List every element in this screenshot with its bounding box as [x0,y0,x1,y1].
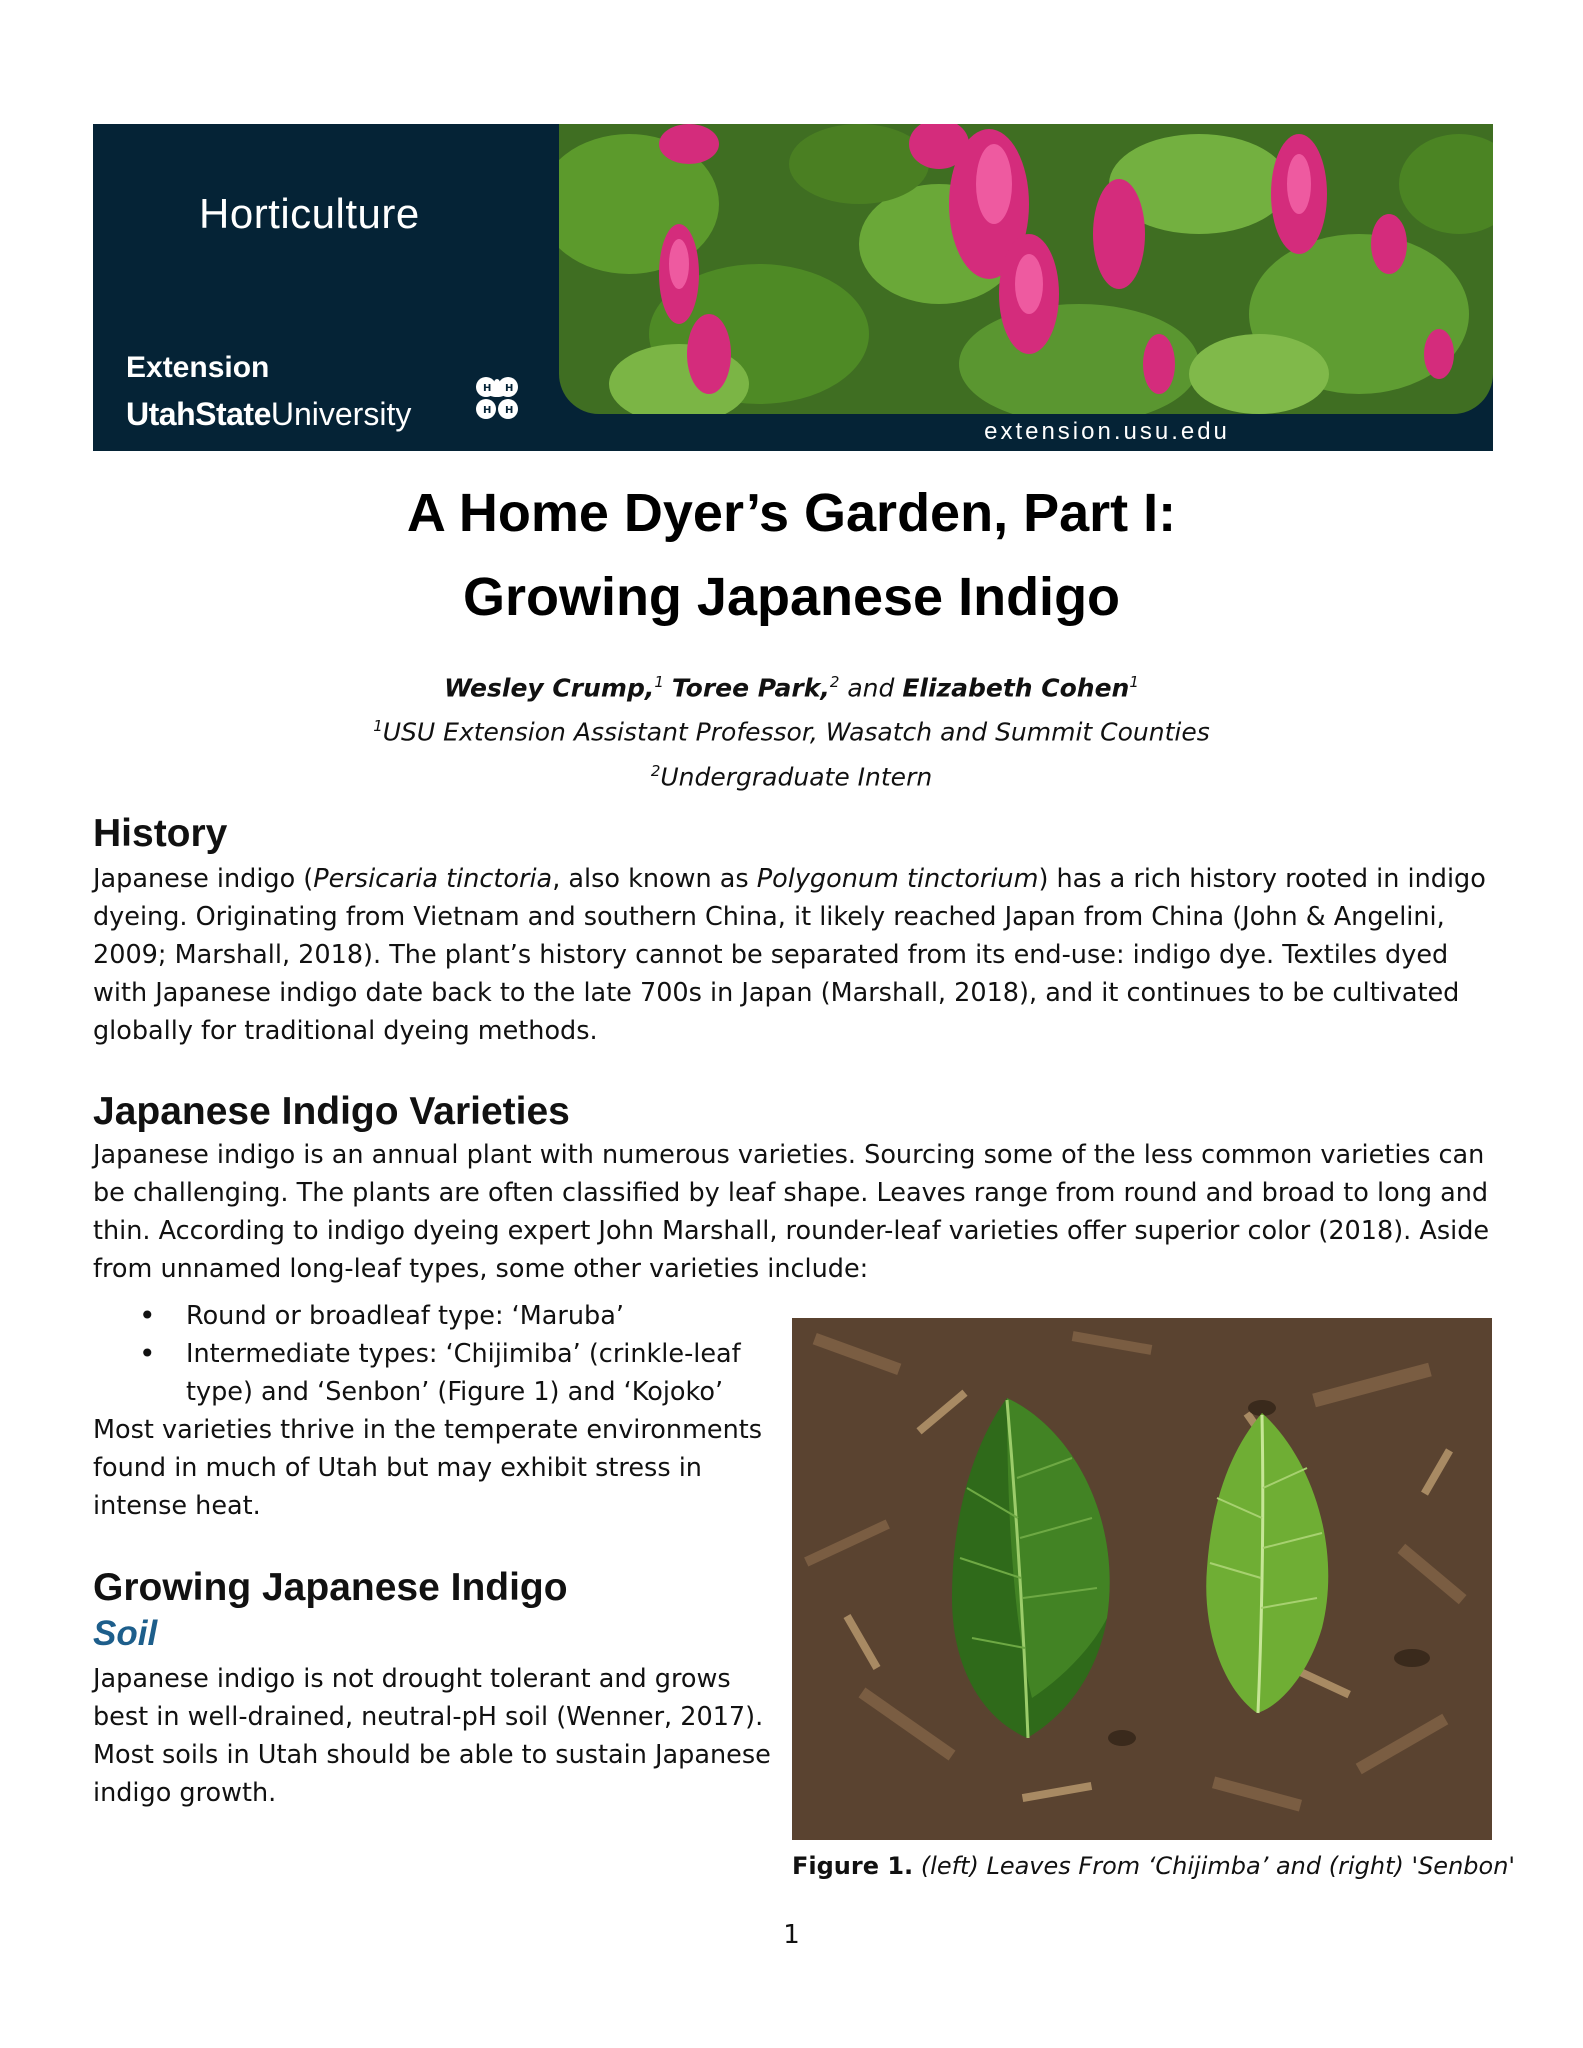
usu-logo-text [126,396,411,433]
affiliation-1 [0,707,1583,751]
author-1-sup: 1 [654,673,664,691]
author-3: Elizabeth Cohen [902,673,1130,703]
page-title-line-1: A Home Dyer’s Garden, Part I: [406,483,1177,543]
section-title: Horticulture [199,190,420,237]
list-item: • Round or broadleaf type: ‘Maruba’ [93,1297,773,1335]
affiliation-2-sup: 2 [650,761,661,780]
history-heading: History [93,812,228,855]
list-item: • Intermediate types: ‘Chijimiba’ (crinkle-leaf type) and ‘Senbon’ (Figure 1) and ‘Kojoko’ [93,1335,773,1411]
figure-caption-text: (left) Leaves From ‘Chijimba’ and (right) 'Senbon' [920,1852,1516,1880]
author-3-sup: 1 [1129,673,1139,691]
soil-subheading: Soil [93,1614,158,1653]
header-photo-flowers [559,124,1493,414]
history-text-2: , also known as [552,864,757,894]
author-line [0,663,1583,707]
svg-text:H: H [483,383,492,394]
affiliation-2-text: Undergraduate Intern [660,761,933,791]
affiliation-1-sup: 1 [373,717,383,736]
history-text-3: ) has a rich history rooted in indigo dyeing. Originating from Vietnam and southern China, it likely reached Japan from China (John & Angelini, 2009; Marshall, 2018). The plant’s history cannot be separated from its end-use: indigo dye. Textiles dyed with Japanese indigo date back to the late 700s in Japan (Marshall, 2018), and it continues to be cultivated globally for traditional dyeing methods. [93,864,1486,1046]
author-2: Toree Park, [671,673,830,703]
history-text-1: Japanese indigo ( [93,864,314,894]
svg-text:H: H [505,383,514,394]
affiliation-2 [0,752,1583,796]
scientific-name-2: Polygonum tinctorium [756,864,1039,894]
header-banner [93,124,1493,451]
svg-text:H: H [483,405,492,416]
page-number: 1 [783,1920,800,1950]
figure-1-caption [792,1852,1515,1880]
growing-heading: Growing Japanese Indigo [93,1566,568,1609]
figure-label: Figure 1. [792,1852,914,1880]
varieties-heading: Japanese Indigo Varieties [93,1090,570,1133]
history-paragraph [93,860,1493,1050]
usu-logo-light: University [270,396,412,432]
author-1: Wesley Crump, [444,673,655,703]
extension-label: Extension [126,351,270,384]
svg-text:H: H [505,405,514,416]
figure-1-photo [792,1318,1492,1840]
page-title-line-2: Growing Japanese Indigo [462,567,1121,627]
varieties-list [93,1297,773,1411]
soil-paragraph: Japanese indigo is not drought tolerant and grows best in well-drained, neutral-pH soil (Wenner, 2017). Most soils in Utah should be able to sustain Japanese indigo growth. [93,1664,771,1808]
varieties-closing: Most varieties thrive in the temperate environments found in much of Utah but may exhibit stress in intense heat. [93,1415,763,1521]
author-2-sup: 2 [829,673,840,691]
extension-url[interactable]: extension.usu.edu [984,418,1230,445]
4h-clover-icon [469,370,525,426]
affiliation-1-text: USU Extension Assistant Professor, Wasatch and Summit Counties [382,717,1210,747]
author-block [0,663,1583,796]
scientific-name-1: Persicaria tinctoria [313,864,553,894]
varieties-paragraph: Japanese indigo is an annual plant with numerous varieties. Sourcing some of the less common varieties can be challenging. The plants are often classified by leaf shape. Leaves range from round and broad to long and thin. According to indigo dyeing expert John Marshall, rounder-leaf varieties offer superior color (2018). Aside from unnamed long-leaf types, some other varieties include: [93,1140,1490,1284]
usu-logo-bold: UtahState [126,396,271,432]
author-and: and [847,673,895,703]
